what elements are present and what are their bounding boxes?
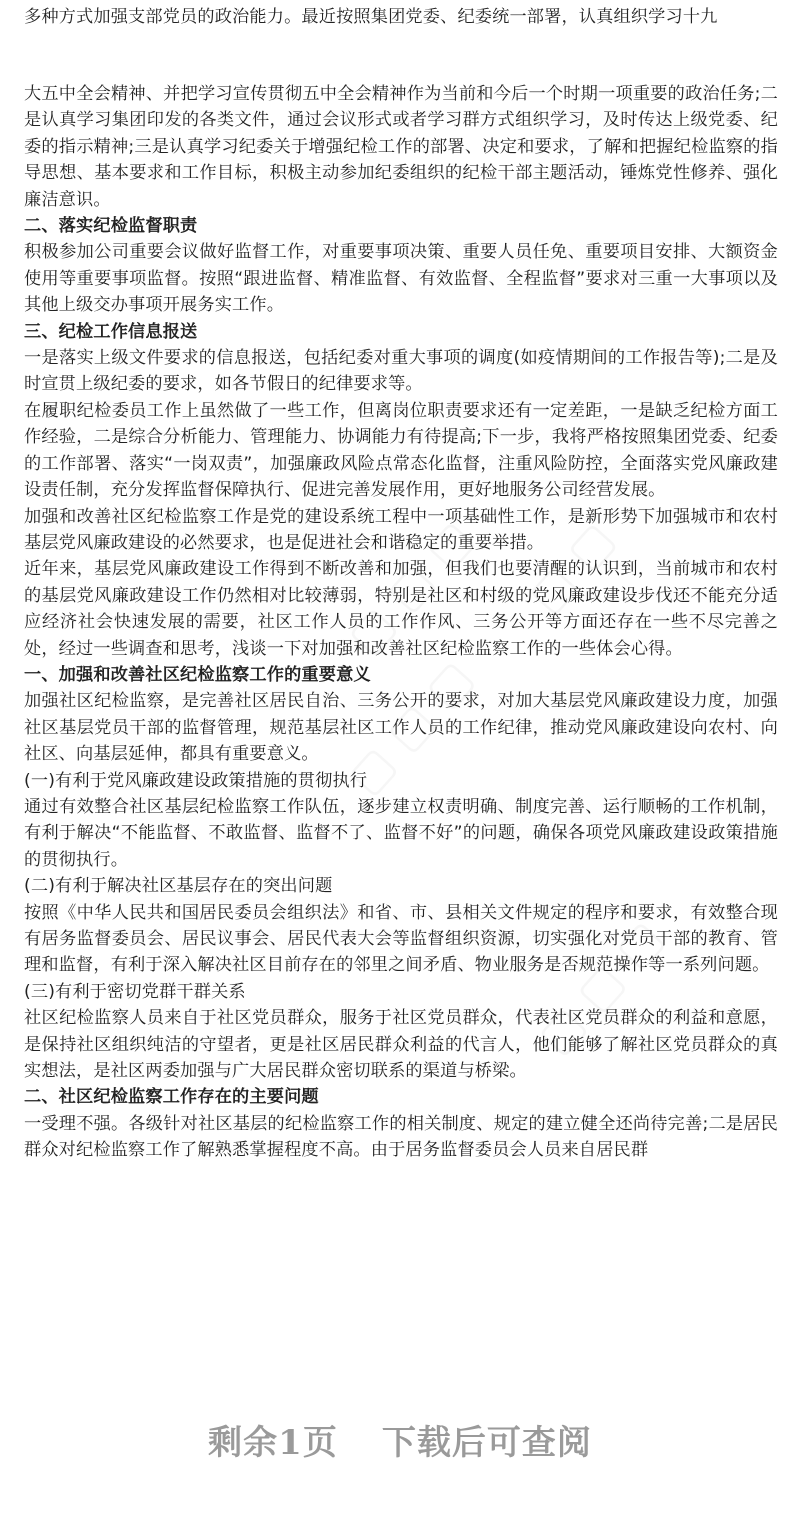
download-to-view-label: 下载后可查阅 xyxy=(381,1423,592,1463)
paragraph: 一受理不强。各级针对社区基层的纪检监察工作的相关制度、规定的建立健全还尚待完善;二是居民群众对纪检监察工作了解熟悉掌握程度不高。由于居务监督委员会人员来自居民群 xyxy=(24,1113,778,1161)
section-heading: 一、加强和改善社区纪检监察工作的重要意义 xyxy=(24,664,371,685)
paragraph: 一是落实上级文件要求的信息报送，包括纪委对重大事项的调度(如疫情期间的工作报告等);二是及时宣贯上级纪委的要求，如各节假日的纪律要求等。 xyxy=(24,348,778,395)
paragraph: 近年来，基层党风廉政建设工作得到不断改善和加强，但我们也要清醒的认识到，当前城市和农村的基层党风廉政建设工作仍然相对比较薄弱，特别是社区和村级的党风廉政建设步伐还不能充分适应经济社会快速发展的需要，社区工作人员的工作作风、三务公开等方面还存在一些不尽完善之处，经过一些调查和思考，浅谈一下对加强和改善社区纪检监察工作的一些体会心得。 xyxy=(24,559,778,659)
subheading: (二)有利于解决社区基层存在的突出问题 xyxy=(24,876,333,897)
paragraph: 积极参加公司重要会议做好监督工作，对重要事项决策、重要人员任免、重要项目安排、大额资金使用等重要事项监督。按照“跟进监督、精准监督、有效监督、全程监督”要求对三重一大事项以及其他上级交办事项开展务实工作。 xyxy=(24,242,778,316)
top-text-block xyxy=(24,4,778,30)
download-prompt[interactable] xyxy=(0,1403,800,1483)
subheading: (三)有利于密切党群干群关系 xyxy=(24,981,246,1002)
remaining-pages-label: 剩余1页 xyxy=(208,1423,338,1463)
subheading: (一)有利于党风廉政建设政策措施的贯彻执行 xyxy=(24,770,368,791)
paragraph: 通过有效整合社区基层纪检监察工作队伍，逐步建立权责明确、制度完善、运行顺畅的工作机制，有利于解决“不能监督、不敢监督、监督不了、监督不好”的问题，确保各项党风廉政建设政策措施的贯彻执行。 xyxy=(24,796,778,870)
section-heading: 三、纪检工作信息报送 xyxy=(24,321,198,342)
paragraph: 大五中全会精神、并把学习宣传贯彻五中全会精神作为当前和今后一个时期一项重要的政治任务;二是认真学习集团印发的各类文件，通过会议形式或者学习群方式组织学习，及时传达上级党委、纪委的指示精神;三是认真学习纪委关于增强纪检工作的部署、决定和要求，了解和把握纪检监察的指导思想、基本要求和工作目标，积极主动参加纪委组织的纪检干部主题活动，锤炼党性修养、强化廉洁意识。 xyxy=(24,84,778,210)
top-paragraph: 多种方式加强支部党员的政治能力。最近按照集团党委、纪委统一部署，认真组织学习十九 xyxy=(24,7,718,27)
paragraph: 按照《中华人民共和国居民委员会组织法》和省、市、县相关文件规定的程序和要求，有效整合现有居务监督委员会、居民议事会、居民代表大会等监督组织资源，切实强化对党员干部的教育、管理和监督，有利于深入解决社区目前存在的邻里之间矛盾、物业服务是否规范操作等一系列问题。 xyxy=(24,902,778,976)
paragraph: 加强和改善社区纪检监察工作是党的建设系统工程中一项基础性工作，是新形势下加强城市和农村基层党风廉政建设的必然要求，也是促进社会和谐稳定的重要举措。 xyxy=(24,506,778,553)
main-text-block xyxy=(24,81,778,1164)
section-heading: 二、落实纪检监督职责 xyxy=(24,216,198,237)
paragraph: 社区纪检监察人员来自于社区党员群众，服务于社区党员群众，代表社区党员群众的利益和意愿，是保持社区组织纯洁的守望者，更是社区居民群众利益的代言人，他们能够了解社区党员群众的真实想法，是社区两委加强与广大居民群众密切联系的渠道与桥梁。 xyxy=(24,1008,778,1082)
section-heading: 二、社区纪检监察工作存在的主要问题 xyxy=(24,1087,319,1108)
paragraph: 在履职纪检委员工作上虽然做了一些工作，但离岗位职责要求还有一定差距，一是缺乏纪检方面工作经验，二是综合分析能力、管理能力、协调能力有待提高;下一步，我将严格按照集团党委、纪委的工作部署、落实“一岗双责”，加强廉政风险点常态化监督，注重风险防控，全面落实党风廉政建设责任制，充分发挥监督保障执行、促进完善发展作用，更好地服务公司经营发展。 xyxy=(24,400,778,501)
paragraph: 加强社区纪检监察，是完善社区居民自治、三务公开的要求，对加大基层党风廉政建设力度，加强社区基层党员干部的监督管理，规范基层社区工作人员的工作纪律，推动党风廉政建设向农村、向社区、向基层延伸，都具有重要意义。 xyxy=(24,691,778,765)
